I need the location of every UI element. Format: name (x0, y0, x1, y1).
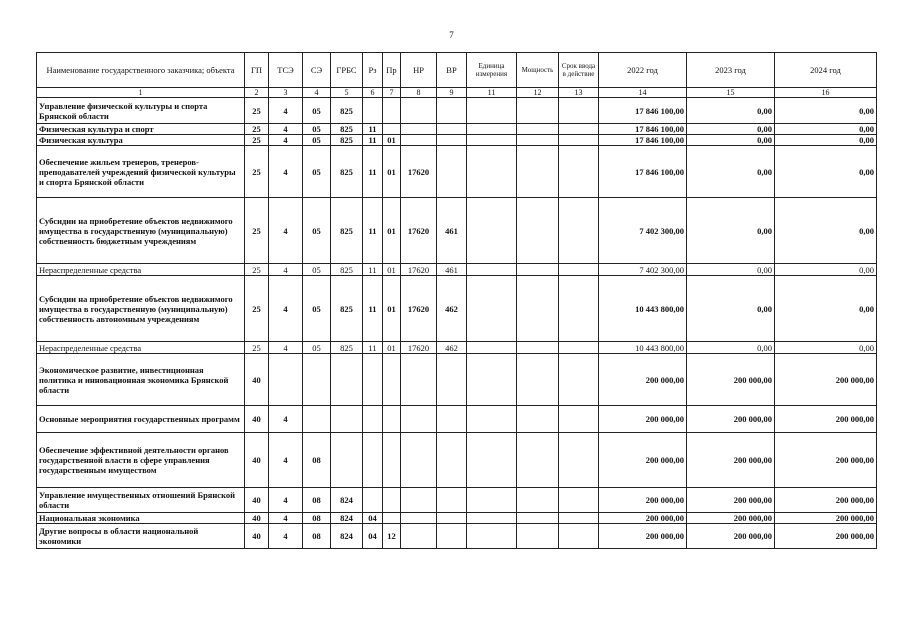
cell-gp: 25 (245, 98, 269, 124)
header-se: СЭ (303, 53, 331, 88)
cell-pr: 01 (383, 198, 401, 264)
cell-unit (467, 264, 517, 276)
cell-tse: 4 (269, 264, 303, 276)
cell-unit (467, 98, 517, 124)
table-row (37, 98, 877, 124)
cell-nr (401, 406, 437, 433)
cell-vr (437, 488, 467, 513)
cell-nr: 17620 (401, 342, 437, 354)
cell-capacity (517, 406, 559, 433)
cell-y2022: 17 846 100,00 (599, 98, 687, 124)
cell-pr (383, 488, 401, 513)
cell-tse: 4 (269, 146, 303, 198)
cell-grbs: 825 (331, 98, 363, 124)
cell-vr: 461 (437, 198, 467, 264)
cell-capacity (517, 198, 559, 264)
cell-y2023: 0,00 (687, 276, 775, 342)
table-row (37, 406, 877, 433)
cell-vr (437, 524, 467, 549)
cell-grbs: 825 (331, 342, 363, 354)
cell-name: Субсидии на приобретение объектов недвижимого имущества в государственную (муниципальную) собственность автономным учреждениям (37, 276, 245, 342)
cell-grbs: 825 (331, 124, 363, 135)
cell-name: Физическая культура и спорт (37, 124, 245, 135)
cell-y2024: 0,00 (775, 198, 877, 264)
cell-tse: 4 (269, 524, 303, 549)
cell-name: Экономическое развитие, инвестиционная политика и инновационная экономика Брянской области (37, 354, 245, 406)
cell-rz (363, 488, 383, 513)
cell-unit (467, 135, 517, 146)
cell-grbs: 824 (331, 524, 363, 549)
cell-unit (467, 406, 517, 433)
cell-y2022: 10 443 800,00 (599, 276, 687, 342)
cell-commission-date (559, 488, 599, 513)
column-number: 3 (269, 88, 303, 98)
cell-y2022: 7 402 300,00 (599, 198, 687, 264)
cell-y2022: 10 443 800,00 (599, 342, 687, 354)
table-row (37, 342, 877, 354)
column-number: 8 (401, 88, 437, 98)
cell-nr: 17620 (401, 198, 437, 264)
cell-se: 05 (303, 135, 331, 146)
cell-name: Обеспечение эффективной деятельности органов государственной власти в сфере управления государственным имуществом (37, 433, 245, 488)
header-unit: Единица измерения (467, 53, 517, 88)
cell-se: 05 (303, 342, 331, 354)
cell-y2022: 200 000,00 (599, 513, 687, 524)
cell-y2024: 0,00 (775, 124, 877, 135)
header-vr: ВР (437, 53, 467, 88)
cell-y2024: 0,00 (775, 342, 877, 354)
cell-rz (363, 433, 383, 488)
cell-vr: 461 (437, 264, 467, 276)
cell-name: Нераспределенные средства (37, 342, 245, 354)
cell-y2023: 0,00 (687, 146, 775, 198)
cell-rz: 11 (363, 276, 383, 342)
table-row (37, 276, 877, 342)
cell-y2024: 0,00 (775, 135, 877, 146)
cell-pr: 01 (383, 264, 401, 276)
cell-rz: 11 (363, 264, 383, 276)
cell-y2023: 200 000,00 (687, 488, 775, 513)
cell-y2022: 7 402 300,00 (599, 264, 687, 276)
cell-vr: 462 (437, 276, 467, 342)
cell-y2024: 0,00 (775, 276, 877, 342)
cell-y2022: 200 000,00 (599, 433, 687, 488)
cell-y2022: 17 846 100,00 (599, 146, 687, 198)
cell-gp: 25 (245, 276, 269, 342)
cell-vr (437, 406, 467, 433)
cell-gp: 25 (245, 342, 269, 354)
cell-nr: 17620 (401, 146, 437, 198)
cell-se: 05 (303, 98, 331, 124)
table-row (37, 264, 877, 276)
cell-y2023: 200 000,00 (687, 354, 775, 406)
cell-nr (401, 124, 437, 135)
cell-se: 05 (303, 146, 331, 198)
cell-y2024: 200 000,00 (775, 488, 877, 513)
cell-unit (467, 433, 517, 488)
cell-pr (383, 433, 401, 488)
cell-capacity (517, 513, 559, 524)
cell-pr: 12 (383, 524, 401, 549)
cell-commission-date (559, 146, 599, 198)
cell-y2023: 200 000,00 (687, 433, 775, 488)
cell-y2024: 200 000,00 (775, 513, 877, 524)
table-body (37, 88, 877, 549)
table-row (37, 354, 877, 406)
header-2024: 2024 год (775, 53, 877, 88)
cell-se (303, 354, 331, 406)
cell-commission-date (559, 406, 599, 433)
cell-se: 08 (303, 488, 331, 513)
cell-y2022: 200 000,00 (599, 488, 687, 513)
cell-capacity (517, 354, 559, 406)
cell-pr (383, 406, 401, 433)
cell-y2023: 0,00 (687, 198, 775, 264)
column-number-row (37, 88, 877, 98)
cell-vr (437, 98, 467, 124)
cell-unit (467, 488, 517, 513)
cell-pr: 01 (383, 146, 401, 198)
cell-nr (401, 433, 437, 488)
cell-rz (363, 354, 383, 406)
cell-nr (401, 513, 437, 524)
cell-capacity (517, 124, 559, 135)
cell-grbs: 825 (331, 198, 363, 264)
cell-y2023: 0,00 (687, 124, 775, 135)
column-number: 14 (599, 88, 687, 98)
table-row (37, 124, 877, 135)
cell-vr (437, 354, 467, 406)
header-grbs: ГРБС (331, 53, 363, 88)
cell-nr: 17620 (401, 276, 437, 342)
cell-commission-date (559, 513, 599, 524)
cell-name: Нераспределенные средства (37, 264, 245, 276)
cell-pr: 01 (383, 276, 401, 342)
cell-vr (437, 124, 467, 135)
cell-tse: 4 (269, 488, 303, 513)
cell-name: Национальная экономика (37, 513, 245, 524)
column-number: 9 (437, 88, 467, 98)
cell-y2024: 0,00 (775, 146, 877, 198)
header-capacity: Мощность (517, 53, 559, 88)
column-number: 4 (303, 88, 331, 98)
cell-tse: 4 (269, 342, 303, 354)
cell-capacity (517, 488, 559, 513)
cell-gp: 25 (245, 146, 269, 198)
cell-name: Физическая культура (37, 135, 245, 146)
cell-gp: 40 (245, 524, 269, 549)
cell-gp: 40 (245, 433, 269, 488)
cell-gp: 40 (245, 513, 269, 524)
cell-y2023: 0,00 (687, 98, 775, 124)
cell-grbs: 825 (331, 264, 363, 276)
cell-capacity (517, 264, 559, 276)
column-number: 7 (383, 88, 401, 98)
cell-tse: 4 (269, 406, 303, 433)
cell-gp: 25 (245, 135, 269, 146)
cell-tse: 4 (269, 198, 303, 264)
cell-tse (269, 354, 303, 406)
cell-y2023: 200 000,00 (687, 406, 775, 433)
cell-se: 05 (303, 124, 331, 135)
cell-y2023: 0,00 (687, 342, 775, 354)
cell-nr (401, 354, 437, 406)
cell-nr (401, 135, 437, 146)
page-number: 7 (449, 30, 454, 40)
cell-se: 08 (303, 513, 331, 524)
cell-commission-date (559, 433, 599, 488)
cell-rz: 04 (363, 513, 383, 524)
cell-y2022: 17 846 100,00 (599, 124, 687, 135)
header-2022: 2022 год (599, 53, 687, 88)
table-row (37, 513, 877, 524)
cell-unit (467, 524, 517, 549)
cell-pr (383, 354, 401, 406)
table-row (37, 135, 877, 146)
cell-y2023: 0,00 (687, 135, 775, 146)
cell-commission-date (559, 135, 599, 146)
cell-commission-date (559, 198, 599, 264)
header-name: Наименование государственного заказчика; объекта (37, 53, 245, 88)
cell-tse: 4 (269, 433, 303, 488)
cell-pr (383, 124, 401, 135)
cell-se: 05 (303, 198, 331, 264)
table-row (37, 198, 877, 264)
cell-gp: 25 (245, 124, 269, 135)
cell-grbs: 824 (331, 513, 363, 524)
cell-grbs (331, 354, 363, 406)
cell-gp: 40 (245, 406, 269, 433)
cell-gp: 25 (245, 198, 269, 264)
column-number: 5 (331, 88, 363, 98)
cell-gp: 40 (245, 488, 269, 513)
header-2023: 2023 год (687, 53, 775, 88)
cell-capacity (517, 146, 559, 198)
cell-unit (467, 354, 517, 406)
cell-commission-date (559, 342, 599, 354)
cell-tse: 4 (269, 124, 303, 135)
cell-rz: 11 (363, 342, 383, 354)
cell-y2024: 0,00 (775, 98, 877, 124)
cell-grbs (331, 406, 363, 433)
cell-tse: 4 (269, 98, 303, 124)
cell-y2022: 200 000,00 (599, 354, 687, 406)
cell-nr (401, 524, 437, 549)
cell-commission-date (559, 276, 599, 342)
cell-y2024: 200 000,00 (775, 524, 877, 549)
column-number: 15 (687, 88, 775, 98)
cell-y2024: 0,00 (775, 264, 877, 276)
cell-y2022: 17 846 100,00 (599, 135, 687, 146)
cell-y2024: 200 000,00 (775, 354, 877, 406)
cell-unit (467, 146, 517, 198)
cell-name: Обеспечение жильем тренеров, тренеров-преподавателей учреждений физической культуры и спорта Брянской области (37, 146, 245, 198)
cell-tse: 4 (269, 135, 303, 146)
cell-pr: 01 (383, 342, 401, 354)
cell-y2023: 200 000,00 (687, 524, 775, 549)
cell-nr: 17620 (401, 264, 437, 276)
cell-commission-date (559, 524, 599, 549)
cell-grbs: 825 (331, 276, 363, 342)
cell-pr (383, 98, 401, 124)
column-number: 16 (775, 88, 877, 98)
table-row (37, 524, 877, 549)
cell-commission-date (559, 354, 599, 406)
cell-y2024: 200 000,00 (775, 406, 877, 433)
cell-name: Основные мероприятия государственных программ (37, 406, 245, 433)
cell-name: Субсидии на приобретение объектов недвижимого имущества в государственную (муниципальную) собственность бюджетным учреждениям (37, 198, 245, 264)
cell-vr (437, 513, 467, 524)
cell-rz (363, 98, 383, 124)
cell-rz: 04 (363, 524, 383, 549)
column-number: 2 (245, 88, 269, 98)
column-number: 6 (363, 88, 383, 98)
cell-se: 05 (303, 276, 331, 342)
budget-table (36, 52, 877, 549)
cell-capacity (517, 342, 559, 354)
cell-name: Другие вопросы в области национальной экономики (37, 524, 245, 549)
cell-capacity (517, 524, 559, 549)
cell-y2023: 0,00 (687, 264, 775, 276)
table-row (37, 146, 877, 198)
cell-nr (401, 98, 437, 124)
cell-commission-date (559, 124, 599, 135)
cell-rz: 11 (363, 135, 383, 146)
cell-name: Управление физической культуры и спорта Брянской области (37, 98, 245, 124)
cell-vr (437, 433, 467, 488)
column-number: 1 (37, 88, 245, 98)
cell-y2023: 200 000,00 (687, 513, 775, 524)
cell-tse: 4 (269, 276, 303, 342)
header-rz: Рз (363, 53, 383, 88)
cell-capacity (517, 98, 559, 124)
table-row (37, 433, 877, 488)
cell-grbs: 825 (331, 135, 363, 146)
header-row (37, 53, 877, 88)
cell-capacity (517, 433, 559, 488)
cell-vr (437, 146, 467, 198)
header-nr: НР (401, 53, 437, 88)
cell-gp: 25 (245, 264, 269, 276)
cell-pr: 01 (383, 135, 401, 146)
column-number: 11 (467, 88, 517, 98)
cell-rz (363, 406, 383, 433)
cell-pr (383, 513, 401, 524)
header-pr: Пр (383, 53, 401, 88)
cell-vr (437, 135, 467, 146)
cell-rz: 11 (363, 198, 383, 264)
cell-vr: 462 (437, 342, 467, 354)
cell-capacity (517, 276, 559, 342)
table-row (37, 488, 877, 513)
column-number: 13 (559, 88, 599, 98)
cell-se: 08 (303, 433, 331, 488)
cell-commission-date (559, 98, 599, 124)
cell-se (303, 406, 331, 433)
cell-unit (467, 513, 517, 524)
header-commission-date: Срок ввода в действие (559, 53, 599, 88)
cell-nr (401, 488, 437, 513)
header-tse: ТСЭ (269, 53, 303, 88)
cell-gp: 40 (245, 354, 269, 406)
cell-commission-date (559, 264, 599, 276)
cell-name: Управление имущественных отношений Брянской области (37, 488, 245, 513)
cell-y2022: 200 000,00 (599, 406, 687, 433)
cell-unit (467, 342, 517, 354)
cell-y2022: 200 000,00 (599, 524, 687, 549)
cell-unit (467, 198, 517, 264)
cell-unit (467, 276, 517, 342)
column-number: 12 (517, 88, 559, 98)
cell-capacity (517, 135, 559, 146)
cell-se: 08 (303, 524, 331, 549)
header-gp: ГП (245, 53, 269, 88)
cell-rz: 11 (363, 146, 383, 198)
cell-unit (467, 124, 517, 135)
cell-tse: 4 (269, 513, 303, 524)
cell-grbs (331, 433, 363, 488)
cell-grbs: 824 (331, 488, 363, 513)
cell-rz: 11 (363, 124, 383, 135)
cell-grbs: 825 (331, 146, 363, 198)
cell-y2024: 200 000,00 (775, 433, 877, 488)
cell-se: 05 (303, 264, 331, 276)
